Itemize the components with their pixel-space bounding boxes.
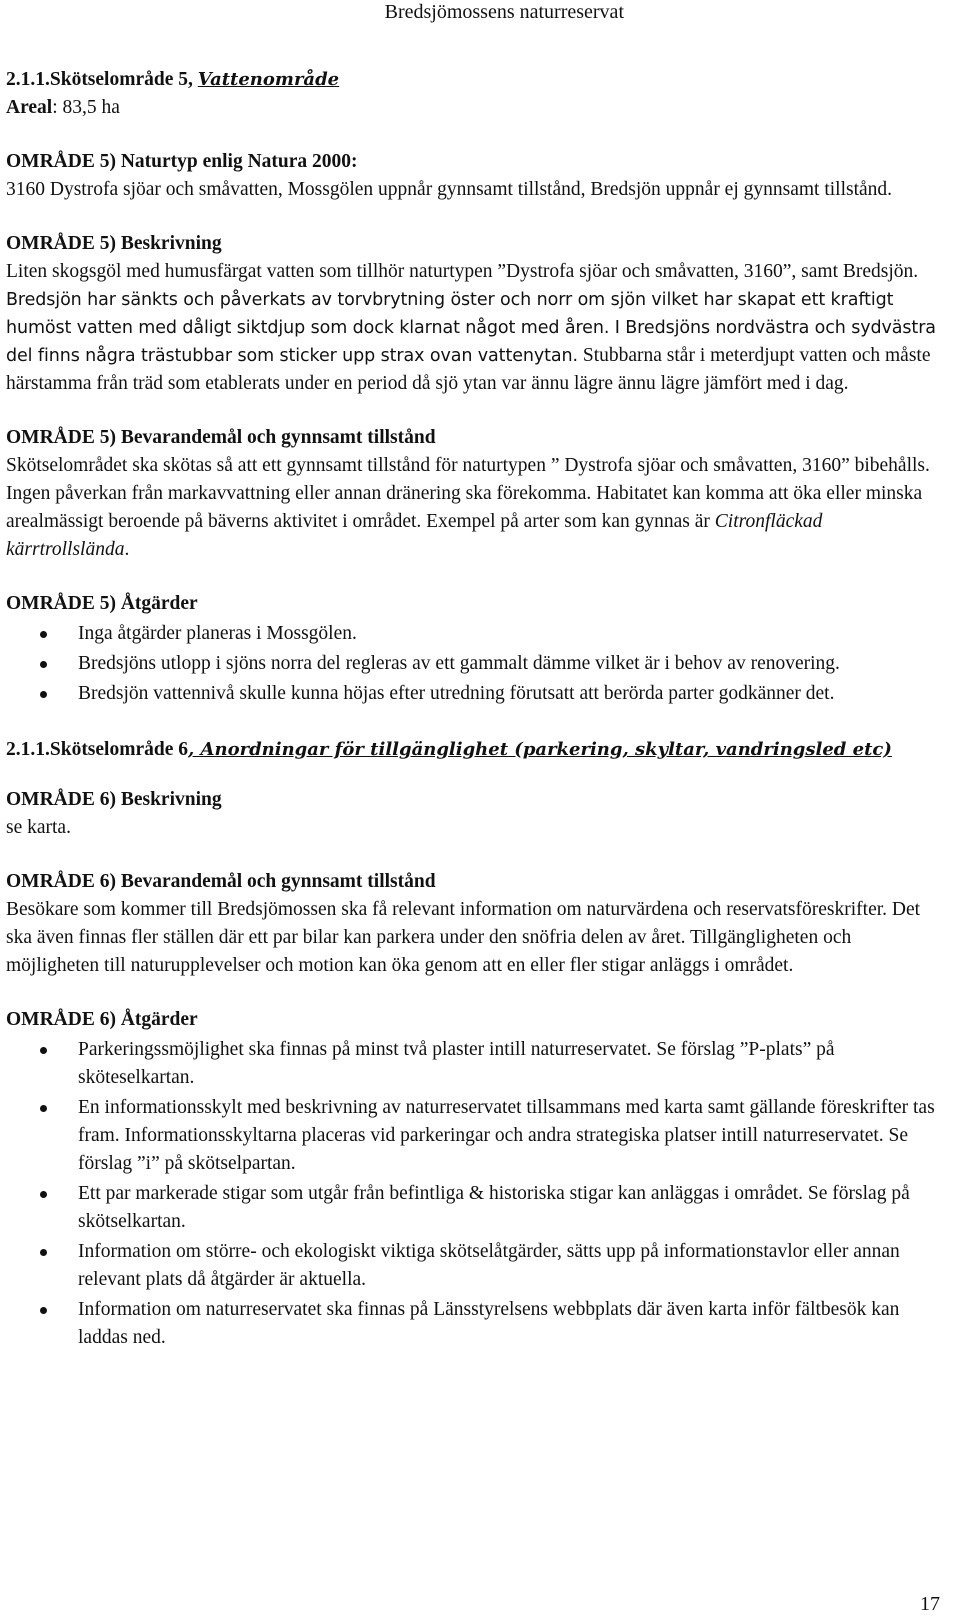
section-5-atgarder-heading: OMRÅDE 5) Åtgärder <box>6 593 198 614</box>
section-6-bevarande-text: Besökare som kommer till Bredsjömossen ska få relevant information om naturvärdena och reservatsföreskrifter. Det ska även finnas fler ställen där ett par bilar kan parkera under den snöfria delen av året. Tillgängligheten och möjligheten till naturupplevelser och motion kan öka genom att en eller fler stigar anläggs i området. <box>6 899 921 976</box>
bullet-icon <box>40 1105 47 1112</box>
beskrivning-part-b: Bredsjön har sänkts och påverkats av torvbrytning öster och norr om sjön vilket har skapat ett kraftigt humöst vatten med dåligt siktdjup som dock klarnat något med åren. I Bredsjöns nordvästra och sydvästra del finns några trästubbar som sticker upp strax ovan vattenytan. <box>6 290 936 366</box>
bevarande-species: Citronfläckad kärrtrollslända <box>6 511 823 560</box>
list-item <box>6 1296 936 1352</box>
list-item-text: Bredsjön vattennivå skulle kunna höjas efter utredning förutsatt att berörda parter godkänner det. <box>78 683 835 704</box>
section-5-bevarande-heading: OMRÅDE 5) Bevarandemål och gynnsamt tillstånd <box>6 427 436 448</box>
running-head: Bredsjömossens naturreservat <box>384 1 624 23</box>
bullet-icon <box>40 1307 47 1314</box>
page-number: 17 <box>920 1593 940 1615</box>
section-6-title <box>6 736 936 764</box>
list-item <box>6 1180 936 1236</box>
section-5-area <box>6 94 936 122</box>
bevarande-end: . <box>124 539 130 560</box>
bullet-icon <box>40 631 47 638</box>
list-item <box>6 1094 936 1178</box>
list-item-text: Ett par markerade stigar som utgår från befintliga & historiska stigar kan anläggas i området. Se förslag på skötselkartan. <box>78 1183 910 1232</box>
beskrivning-part-a: Liten skogsgöl med humusfärgat vatten som tillhör naturtypen ”Dystrofa sjöar och småvatten, 3160”, samt Bredsjön. <box>6 261 919 282</box>
section-6-atgarder-list <box>6 1036 936 1352</box>
section-5-atgarder-list <box>6 620 936 708</box>
section-6-bevarande-heading: OMRÅDE 6) Bevarandemål och gynnsamt tillstånd <box>6 871 436 892</box>
section-5-name: Vattenområde <box>197 69 340 90</box>
section-5-naturtyp-text: 3160 Dystrofa sjöar och småvatten, Mossgölen uppnår gynnsamt tillstånd, Bredsjön uppnår ej gynnsamt tillstånd. <box>6 179 893 200</box>
section-5-naturtyp-heading: OMRÅDE 5) Naturtyp enlig Natura 2000: <box>6 151 358 172</box>
bullet-icon <box>40 691 47 698</box>
section-6-name: , Anordningar för tillgänglighet (parkering, skyltar, vandringsled etc) <box>188 739 892 760</box>
area-value: : 83,5 ha <box>52 97 120 118</box>
list-item <box>6 620 936 648</box>
section-5-number: 2.1.1.Skötselområde 5, <box>6 69 198 90</box>
area-label: Areal <box>6 97 53 118</box>
section-5-bevarande-text <box>6 452 936 564</box>
section-6-beskrivning-text: se karta. <box>6 817 71 838</box>
section-6-number: 2.1.1.Skötselområde 6 <box>6 739 188 760</box>
list-item-text: Inga åtgärder planeras i Mossgölen. <box>78 623 357 644</box>
list-item-text: Information om naturreservatet ska finnas på Länsstyrelsens webbplats där även karta inför fältbesök kan laddas ned. <box>78 1299 900 1348</box>
section-5-beskrivning-heading: OMRÅDE 5) Beskrivning <box>6 233 222 254</box>
list-item-text: Information om större- och ekologiskt viktiga skötselåtgärder, sätts upp på informationstavlor eller annan relevant plats då åtgärder är aktuella. <box>78 1241 900 1290</box>
section-6-beskrivning-heading: OMRÅDE 6) Beskrivning <box>6 789 222 810</box>
section-5-beskrivning-text <box>6 258 936 398</box>
list-item <box>6 650 936 678</box>
list-item <box>6 1036 936 1092</box>
list-item-text: En informationsskylt med beskrivning av naturreservatet tillsammans med karta samt gällande föreskrifter tas fram. Informationsskyltarna placeras vid parkeringar och andra strategiska platser intill naturreservatet. Se förslag ”i” på skötselpartan. <box>78 1097 935 1174</box>
bullet-icon <box>40 1249 47 1256</box>
list-item-text: Parkeringssmöjlighet ska finnas på minst två plaster intill naturreservatet. Se förslag ”P-plats” på sköteselkartan. <box>78 1039 835 1088</box>
bullet-icon <box>40 1191 47 1198</box>
bullet-icon <box>40 661 47 668</box>
list-item <box>6 1238 936 1294</box>
section-6-atgarder-heading: OMRÅDE 6) Åtgärder <box>6 1009 198 1030</box>
bullet-icon <box>40 1047 47 1054</box>
list-item <box>6 680 936 708</box>
document-body <box>6 66 936 1354</box>
beskrivning-part-c: Stubbarna står i meterdjupt vatten och måste härstamma från träd som etablerats under en period då sjö ytan var ännu lägre ännu lägre jämfört med i dag. <box>6 345 931 394</box>
list-item-text: Bredsjöns utlopp i sjöns norra del regleras av ett gammalt dämme vilket är i behov av renovering. <box>78 653 840 674</box>
bevarande-text: Skötselområdet ska skötas så att ett gynnsamt tillstånd för naturtypen ” Dystrofa sjöar och småvatten, 3160” bibehålls. Ingen påverkan från markavvattning eller annan dränering ska förekomma. Habitatet kan komma att öka eller minska arealmässigt beroende på bäverns aktivitet i området. Exempel på arter som kan gynnas är <box>6 455 930 532</box>
section-5-title <box>6 66 936 94</box>
